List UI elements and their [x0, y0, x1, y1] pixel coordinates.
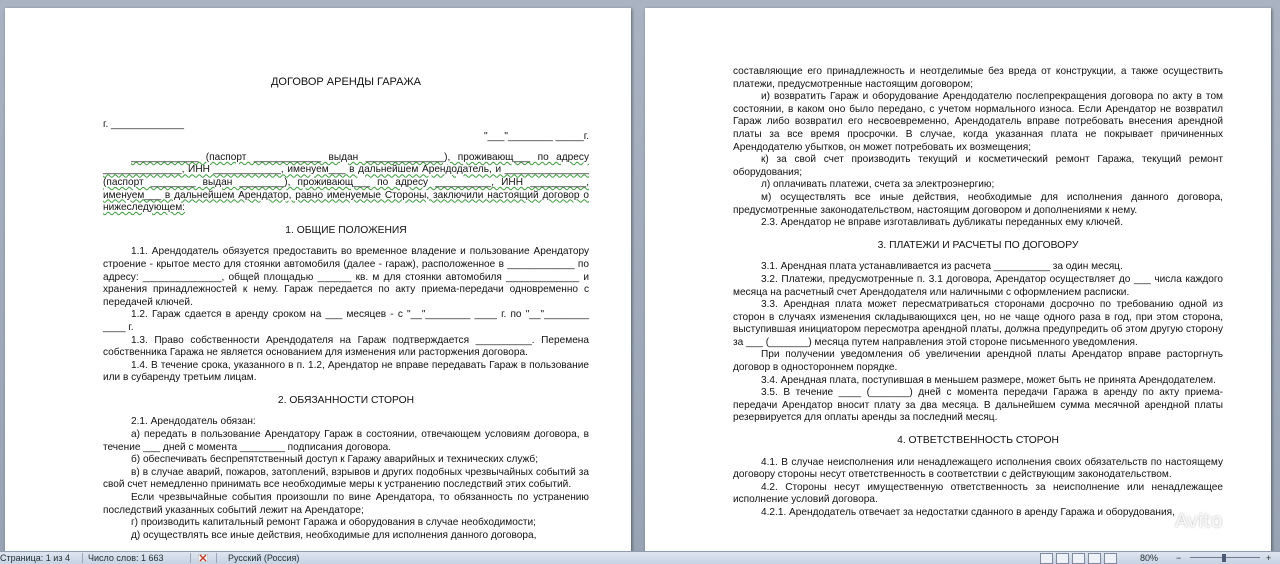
section-4-heading: 4. ОТВЕТСТВЕННОСТЬ СТОРОН: [897, 435, 1059, 447]
clause-1-4: 1.4. В течение срока, указанного в п. 1.2, Арендатор не вправе передавать Гараж в пользование или в субаренду третьим лицам.: [103, 359, 589, 384]
page-count-status[interactable]: Страница: 1 из 4: [0, 553, 70, 563]
status-bar: [0, 551, 1280, 564]
clause-2-m: м) осуществлять все иные действия, необходимые для исполнения данного договора, предусмотренные законодательством, настоящим договором и дополнениями к нему.: [733, 191, 1223, 216]
clause-2-3: 2.3. Арендатор не вправе изготавливать дубликаты переданных ему ключей.: [761, 217, 1123, 229]
document-title: ДОГОВОР АРЕНДЫ ГАРАЖА: [270, 76, 421, 88]
document-page-2: [645, 8, 1271, 553]
section-3-heading: 3. ПЛАТЕЖИ И РАСЧЕТЫ ПО ДОГОВОРУ: [877, 239, 1079, 251]
continuation-text: составляющие его принадлежность и неотделимые без вреда от конструкции, а также осуществить платежи, предусмотренные настоящим договором;: [733, 66, 1223, 90]
clause-2-1-b: б) обеспечивать беспрепятственный доступ к Гаражу аварийных и технических служб;: [131, 454, 539, 466]
clause-3-2: 3.2. Платежи, предусмотренные п. 3.1 договора, Арендатор осуществляет до ___ числа каждого месяца на расчетный счет Арендодателя или наличными с оформлением расписки.: [733, 273, 1223, 298]
date-line: "___"________ _____г.: [483, 131, 589, 143]
clause-2-1: 2.1. Арендодатель обязан:: [131, 416, 256, 428]
clause-1-3: 1.3. Право собственности Арендодателя на Гараж подтверждается __________. Перемена собственника Гаража не является основанием для изменения или расторжения договора.: [103, 334, 589, 359]
clause-3-4: 3.4. Арендная плата, поступившая в меньшем размере, может быть не принята Арендодателем.: [761, 374, 1216, 386]
full-screen-view-button[interactable]: [1056, 553, 1069, 564]
clause-4-1: 4.1. В случае неисполнения или ненадлежащего исполнения своих обязательств по настоящему договору стороны несут ответственность в соответствии с действующим законодательством.: [733, 456, 1223, 481]
word-count-status[interactable]: Число слов: 1 663: [88, 553, 164, 563]
clause-3-1: 3.1. Арендная плата устанавливается из расчета __________ за один месяц.: [761, 261, 1123, 273]
clause-2-l: л) оплачивать платежи, счета за электроэнергию;: [761, 179, 995, 191]
clause-2-1-g: г) производить капитальный ремонт Гаража и оборудования в случае необходимости;: [131, 517, 536, 529]
zoom-out-button[interactable]: −: [1176, 553, 1182, 563]
zoom-level[interactable]: 80%: [1140, 553, 1159, 563]
zoom-in-button[interactable]: +: [1266, 553, 1272, 563]
web-layout-view-button[interactable]: [1072, 553, 1085, 564]
city-line: г. _____________: [103, 118, 185, 130]
clause-3-5: 3.5. В течение ____ (_______) дней с момента передачи Гаража в аренду по акту приема-передачи Арендатор вносит плату за два месяца. В дальнейшем сумма месячной арендной платы резервируется для оплаты аренды за последний месяц.: [733, 387, 1223, 424]
clause-2-1-d: д) осуществлять все иные действия, необходимые для исполнения данного договора,: [131, 529, 537, 541]
proofing-error-icon[interactable]: [198, 554, 208, 562]
clause-2-i: и) возвратить Гараж и оборудование Арендодателю послепрекращения договора по акту в том состоянии, в каком оно было передано, с учетом нормального износа. Если Арендатор не возвратил Гараж либо возвратил его несвоевременно, Арендодатель вправе потребовать внесения арендной платы за все время просрочки. В случае, когда указанная плата не покрывает причиненных Арендодателю убытков, он может потребовать их возмещения;: [733, 91, 1223, 153]
clause-4-2: 4.2. Стороны несут имущественную ответственность за неисполнение или ненадлежащее исполнение условий договора.: [733, 481, 1223, 506]
parties-paragraph: ____________ (паспорт ____________ выдан ______________), проживающ___ по адресу ______________, ИНН ____________, именуем___ в дальнейшем Арендодатель, и _______________ (паспорт ________ выдан ________), проживающ___ по адресу __________, ИНН __________, именуем___ в дальнейшем Арендатор, равно именуемые Стороны, заключили настоящий договор о нижеследующем:: [103, 151, 589, 214]
print-layout-view-button[interactable]: [1040, 553, 1053, 564]
clause-1-1: 1.1. Арендодатель обязуется предоставить во временное владение и пользование Арендатору строение - крытое место для стоянки автомобиля (далее - гараж), расположенное в ____________ по адресу: ______________, общей площадью ______ кв. м для стоянки автомобиля _____________ и хранения принадлежностей к нему. Гараж передается по акту приема-передачи одновременно с передачей ключей.: [103, 246, 589, 308]
clause-2-k: к) за свой счет производить текущий и косметический ремонт Гаража, текущий ремонт оборудования;: [733, 154, 1223, 178]
clause-4-2-1: 4.2.1. Арендодатель отвечает за недостатки сданного в аренду Гаража и оборудования,: [761, 507, 1175, 518]
document-page-1: [5, 8, 631, 553]
outline-view-button[interactable]: [1088, 553, 1101, 564]
clause-2-1-v: в) в случае аварий, пожаров, затоплений, взрывов и других подобных чрезвычайных событий за свой счет немедленно принимать все необходимые меры к устранению последствий этих событий.: [103, 466, 589, 491]
avito-watermark: Avito: [1175, 510, 1223, 532]
clause-2-emergency: Если чрезвычайные события произошли по вине Арендатора, то обязанность по устранению последствий указанных событий лежит на Арендаторе;: [103, 492, 589, 516]
clause-3-3: 3.3. Арендная плата может пересматриваться сторонами досрочно по требованию одной из сторон в случаях изменения складывающихся цен, но не чаще одного раза в год, при этом сторона, выступившая инициатором пересмотра арендной платы, должна предупредить об этом другую сторону за ___ (_______) месяца путем направления этой стороне письменного уведомления.: [733, 299, 1223, 348]
draft-view-button[interactable]: [1104, 553, 1117, 564]
section-1-heading: 1. ОБЩИЕ ПОЛОЖЕНИЯ: [285, 224, 407, 236]
clause-2-1-a: а) передать в пользование Арендатору Гараж в состоянии, отвечающем условиям договора, в течение ___ дней с момента ________ подписания договора.: [103, 429, 589, 453]
clause-1-2: 1.2. Гараж сдается в аренду сроком на ___ месяцев - с "__"________ ____ г. по "__"________ ____ г.: [103, 309, 589, 333]
zoom-slider-thumb[interactable]: [1222, 554, 1226, 562]
section-2-heading: 2. ОБЯЗАННОСТИ СТОРОН: [277, 394, 415, 406]
language-status[interactable]: Русский (Россия): [228, 553, 300, 563]
clause-3-notice: При получении уведомления об увеличении арендной платы Арендатор вправе расторгнуть договор в одностороннем порядке.: [733, 349, 1223, 374]
